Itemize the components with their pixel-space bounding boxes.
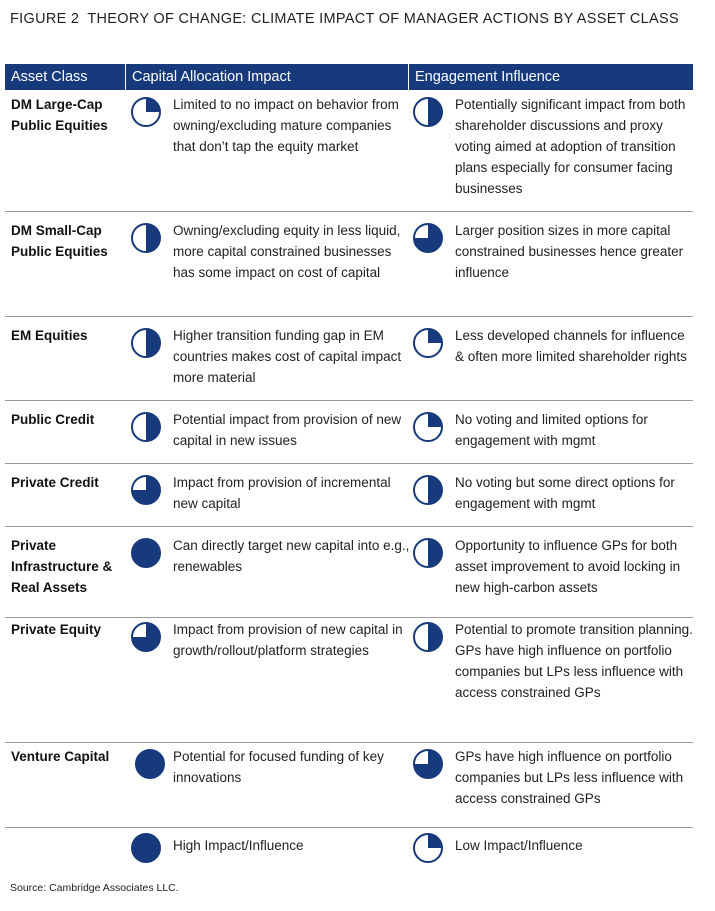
asset-class-name: Public Credit (11, 412, 95, 427)
capital-impact-icon (130, 222, 162, 254)
capital-impact-text: Impact from provision of new capital in growth/rollout/platform strategies (173, 622, 403, 658)
harvey-ball-fill (428, 413, 442, 427)
engagement-influence-icon (412, 748, 444, 780)
engagement-influence-icon (412, 222, 444, 254)
harvey-ball-fill (132, 834, 160, 862)
asset-class-name: Venture Capital (11, 749, 110, 764)
table-row (5, 535, 693, 615)
engagement-influence-text: Potentially significant impact from both shareholder discussions and proxy voting aimed at adoption of transition plans especially for consumer facing businesses (455, 97, 686, 196)
harvey-ball-fill (428, 98, 442, 126)
header-capital-allocation: Capital Allocation Impact (132, 69, 291, 85)
asset-class-name: Private Infrastructure & Real Assets (11, 538, 113, 595)
figure-title-text: THEORY OF CHANGE: CLIMATE IMPACT OF MANAGER ACTIONS BY ASSET CLASS (87, 11, 679, 27)
table-row (5, 619, 693, 739)
engagement-influence-icon (412, 411, 444, 443)
capital-impact-icon (130, 537, 162, 569)
capital-impact-text: Can directly target new capital into e.g., renewables (173, 538, 410, 574)
engagement-influence-text: No voting and limited options for engagement with mgmt (455, 412, 648, 448)
harvey-ball-fill (428, 623, 442, 651)
engagement-influence-icon (412, 96, 444, 128)
capital-impact-icon (130, 621, 162, 653)
row-divider (5, 526, 693, 527)
engagement-influence-icon (412, 327, 444, 359)
engagement-influence-text: Potential to promote transition planning. GPs have high influence on portfolio companies but LPs less influence with access constrained GPs (455, 622, 693, 700)
table-row (5, 220, 693, 320)
table-row (5, 325, 693, 405)
row-divider (5, 742, 693, 743)
engagement-influence-text: Less developed channels for influence & often more limited shareholder rights (455, 328, 687, 364)
capital-impact-text: Limited to no impact on behavior from owning/excluding mature companies that don’t tap the equity market (173, 97, 399, 154)
capital-impact-text: Potential for focused funding of key innovations (173, 749, 384, 785)
asset-class-name: Private Equity (11, 622, 102, 637)
capital-impact-icon (130, 327, 162, 359)
harvey-ball-fill (136, 750, 164, 778)
table-row (5, 409, 693, 464)
engagement-influence-icon (412, 474, 444, 506)
table-row (5, 746, 693, 826)
engagement-influence-text: Larger position sizes in more capital constrained businesses hence greater influence (455, 223, 684, 280)
harvey-ball-fill (428, 329, 442, 343)
engagement-influence-icon (412, 537, 444, 569)
source-note: Source: Cambridge Associates LLC. (10, 882, 179, 894)
header-engagement-influence: Engagement Influence (415, 69, 561, 85)
legend-low-label: Low Impact/Influence (455, 838, 583, 853)
harvey-ball-fill (428, 539, 442, 567)
legend-high-label: High Impact/Influence (173, 838, 304, 853)
row-divider (5, 316, 693, 317)
high-impact-legend-icon (130, 832, 162, 864)
row-divider (5, 617, 693, 618)
harvey-ball-fill (146, 329, 160, 357)
engagement-influence-icon (412, 621, 444, 653)
asset-class-name: EM Equities (11, 328, 88, 343)
row-divider (5, 463, 693, 464)
harvey-ball-fill (146, 224, 160, 252)
capital-impact-text: Potential impact from provision of new capital in new issues (173, 412, 402, 448)
harvey-ball-fill (428, 834, 442, 848)
engagement-influence-text: No voting but some direct options for engagement with mgmt (455, 475, 675, 511)
table-row (5, 472, 693, 527)
harvey-ball-fill (428, 476, 442, 504)
engagement-influence-text: Opportunity to influence GPs for both asset improvement to avoid locking in new high-carbon assets (455, 538, 681, 595)
row-divider (5, 400, 693, 401)
engagement-influence-text: GPs have high influence on portfolio companies but LPs less influence with access constrained GPs (455, 749, 684, 806)
capital-impact-icon (134, 748, 166, 780)
figure-title (10, 9, 690, 30)
low-impact-legend-icon (412, 832, 444, 864)
asset-class-name: Private Credit (11, 475, 99, 490)
figure-number: FIGURE 2 (10, 11, 80, 27)
capital-impact-icon (130, 96, 162, 128)
harvey-ball-fill (146, 98, 160, 112)
capital-impact-text: Owning/excluding equity in less liquid, more capital constrained businesses has some impact on cost of capital (173, 223, 401, 280)
capital-impact-icon (130, 411, 162, 443)
table-header (5, 64, 693, 90)
harvey-ball-fill (146, 413, 160, 441)
asset-class-name: DM Small-Cap Public Equities (11, 223, 108, 259)
legend (5, 831, 693, 871)
header-asset-class: Asset Class (11, 69, 88, 85)
capital-impact-text: Impact from provision of incremental new capital (173, 475, 391, 511)
row-divider (5, 827, 693, 828)
harvey-ball-fill (132, 539, 160, 567)
asset-class-name: DM Large-Cap Public Equities (11, 97, 108, 133)
row-divider (5, 211, 693, 212)
capital-impact-text: Higher transition funding gap in EM countries makes cost of capital impact more material (173, 328, 402, 385)
capital-impact-icon (130, 474, 162, 506)
